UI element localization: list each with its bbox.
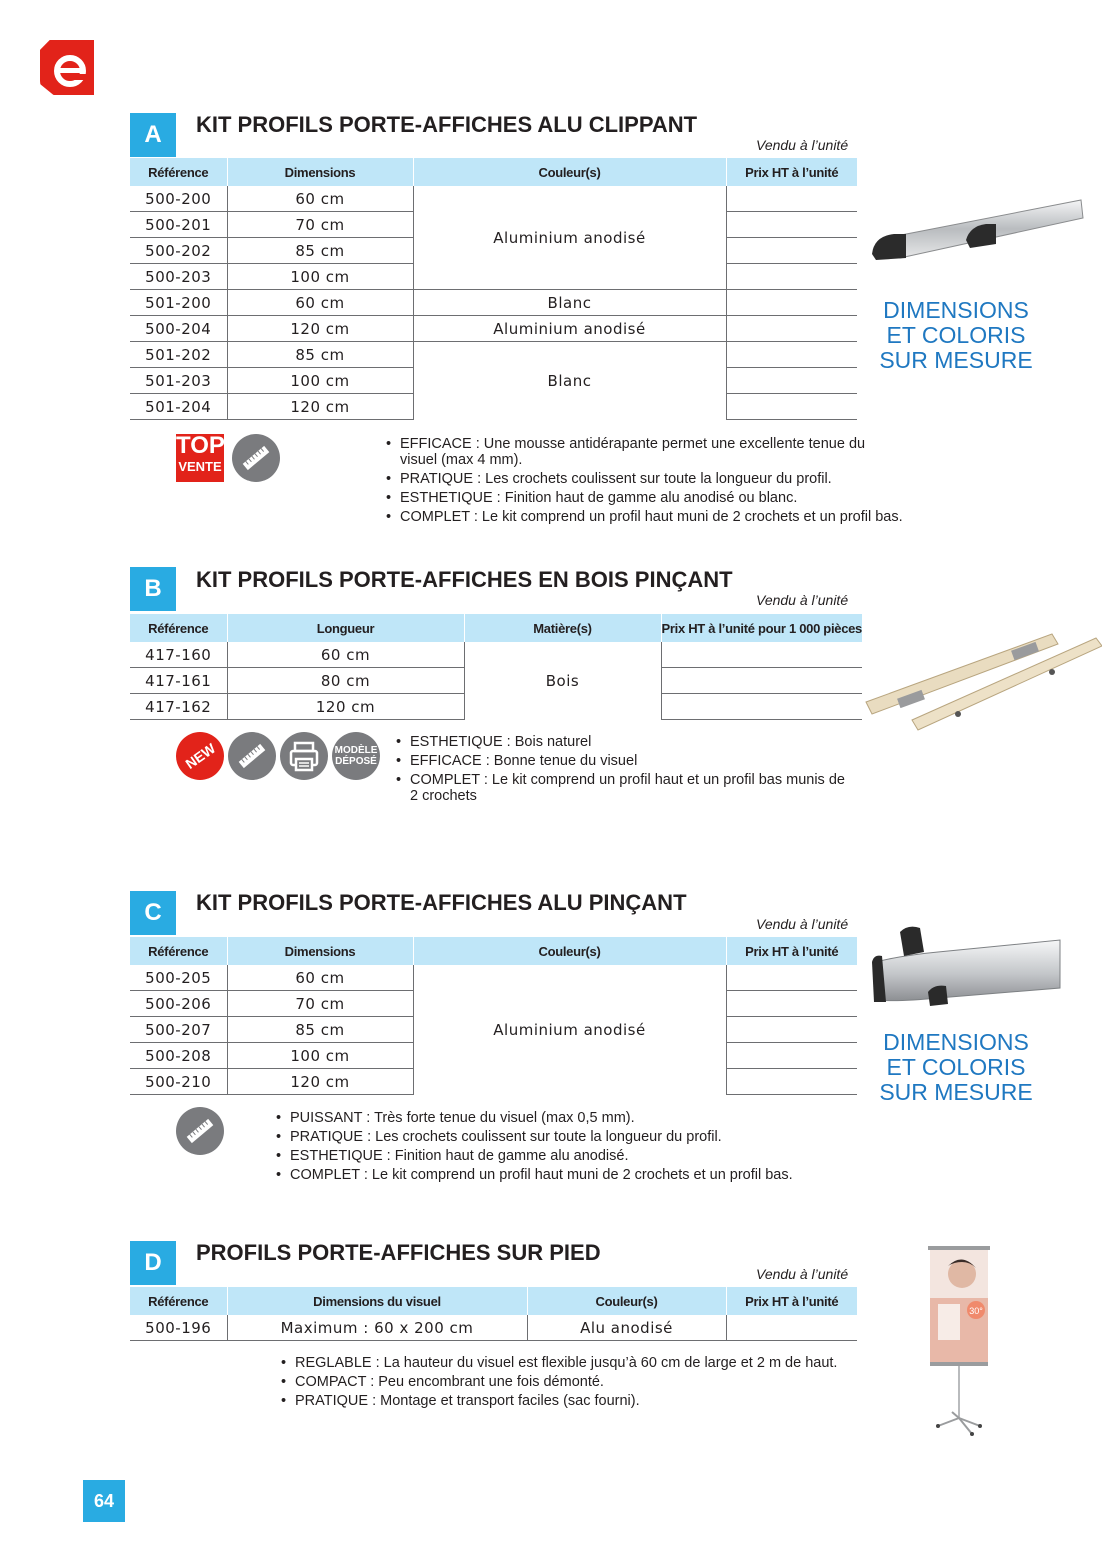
ref-cell: 500-206 bbox=[130, 991, 227, 1017]
section-d-title: PROFILS PORTE-AFFICHES SUR PIED bbox=[196, 1240, 601, 1265]
price-cell bbox=[726, 342, 857, 368]
ruler-icon bbox=[176, 1107, 224, 1155]
section-b-table bbox=[130, 614, 862, 720]
price-cell bbox=[726, 212, 857, 238]
poster-stand-image bbox=[918, 1244, 998, 1440]
badge-depose-text: DÉPOSÉ bbox=[335, 756, 377, 767]
color-cell: Blanc bbox=[413, 342, 726, 420]
ref-cell: 501-204 bbox=[130, 394, 227, 420]
page-number: 64 bbox=[83, 1480, 125, 1522]
custom-note-line: ET COLORIS bbox=[886, 1054, 1026, 1080]
new-badge-text: NEW bbox=[182, 740, 218, 772]
feature-item: • EFFICACE : Bonne tenue du visuel bbox=[396, 753, 856, 769]
price-cell bbox=[661, 668, 862, 694]
ref-cell: 500-210 bbox=[130, 1069, 227, 1095]
dim-cell: 70 cm bbox=[227, 991, 413, 1017]
feature-item: • ESTHETIQUE : Bois naturel bbox=[396, 734, 856, 750]
badge-vente-text: VENTE bbox=[178, 459, 222, 474]
dim-cell: 70 cm bbox=[227, 212, 413, 238]
feature-item: • EFFICACE : Une mousse antidérapante permet une excellente tenue du visuel (max 4 mm). bbox=[386, 436, 870, 468]
price-cell bbox=[726, 991, 857, 1017]
dim-cell: 60 cm bbox=[227, 290, 413, 316]
dim-cell: 60 cm bbox=[227, 642, 464, 668]
badge-top-text: TOP bbox=[176, 432, 225, 459]
feature-item: • REGLABLE : La hauteur du visuel est flexible jusqu’à 60 cm de large et 2 m de haut. bbox=[281, 1355, 881, 1371]
table-row bbox=[130, 642, 862, 668]
section-d-table bbox=[130, 1287, 857, 1341]
feature-item: • COMPLET : Le kit comprend un profil haut muni de 2 crochets et un profil bas. bbox=[386, 509, 946, 525]
section-a-sold-unit: Vendu à l’unité bbox=[756, 137, 849, 153]
dim-cell: 100 cm bbox=[227, 1043, 413, 1069]
dim-cell: 80 cm bbox=[227, 668, 464, 694]
poster-discount-text: 30° bbox=[969, 1306, 983, 1316]
price-cell bbox=[726, 186, 857, 212]
ref-cell: 417-162 bbox=[130, 694, 227, 720]
ref-cell: 500-196 bbox=[130, 1315, 227, 1341]
section-a-title: KIT PROFILS PORTE-AFFICHES ALU CLIPPANT bbox=[196, 112, 698, 137]
custom-note-line: ET COLORIS bbox=[886, 322, 1026, 348]
section-a-table bbox=[130, 158, 857, 420]
section-c-sold-unit: Vendu à l’unité bbox=[756, 916, 849, 932]
price-cell bbox=[726, 238, 857, 264]
table-row bbox=[130, 186, 857, 212]
ref-cell: 500-201 bbox=[130, 212, 227, 238]
table-row bbox=[130, 965, 857, 991]
ref-cell: 501-203 bbox=[130, 368, 227, 394]
ref-cell: 500-204 bbox=[130, 316, 227, 342]
color-cell: Blanc bbox=[413, 290, 726, 316]
col-header-length: Longueur bbox=[227, 614, 464, 642]
price-cell bbox=[661, 642, 862, 668]
table-row bbox=[130, 316, 857, 342]
dim-cell: 60 cm bbox=[227, 965, 413, 991]
dim-cell: 100 cm bbox=[227, 368, 413, 394]
section-d-features bbox=[281, 1355, 881, 1412]
section-a-custom-note bbox=[876, 298, 1036, 373]
ref-cell: 501-200 bbox=[130, 290, 227, 316]
modele-depose-badge bbox=[332, 732, 380, 780]
feature-item: • PRATIQUE : Montage et transport faciles (sac fourni). bbox=[281, 1393, 881, 1409]
price-cell bbox=[726, 290, 857, 316]
col-header-reference: Référence bbox=[130, 1287, 227, 1315]
section-d-letter: D bbox=[130, 1241, 176, 1285]
section-b-title: KIT PROFILS PORTE-AFFICHES EN BOIS PINÇANT bbox=[196, 567, 733, 592]
section-b-sold-unit: Vendu à l’unité bbox=[756, 592, 849, 608]
col-header-reference: Référence bbox=[130, 614, 227, 642]
printer-icon bbox=[280, 732, 328, 780]
ref-cell: 500-203 bbox=[130, 264, 227, 290]
feature-item: • COMPLET : Le kit comprend un profil haut et un profil bas munis de 2 crochets bbox=[396, 772, 856, 804]
price-cell bbox=[726, 1315, 857, 1341]
dim-cell: 100 cm bbox=[227, 264, 413, 290]
top-vente-badge bbox=[176, 434, 224, 482]
dim-cell: Maximum : 60 x 200 cm bbox=[227, 1315, 527, 1341]
feature-item: • COMPACT : Peu encombrant une fois démonté. bbox=[281, 1374, 881, 1390]
section-c-features bbox=[276, 1110, 856, 1186]
feature-item: • PRATIQUE : Les crochets coulissent sur toute la longueur du profil. bbox=[276, 1129, 856, 1145]
dim-cell: 85 cm bbox=[227, 1017, 413, 1043]
clip-profile-image bbox=[866, 196, 1086, 266]
col-header-price: Prix HT à l’unité bbox=[726, 158, 857, 186]
price-cell bbox=[726, 368, 857, 394]
ref-cell: 500-205 bbox=[145, 968, 212, 987]
dim-cell: 85 cm bbox=[227, 238, 413, 264]
col-header-price: Prix HT à l’unité bbox=[726, 1287, 857, 1315]
section-c-custom-note bbox=[876, 1030, 1036, 1105]
ref-cell: 500-208 bbox=[130, 1043, 227, 1069]
col-header-colors: Couleur(s) bbox=[413, 158, 726, 186]
color-cell: Aluminium anodisé bbox=[413, 316, 726, 342]
col-header-colors: Couleur(s) bbox=[413, 937, 726, 965]
ref-cell: 417-160 bbox=[145, 645, 212, 664]
feature-item: • COMPLET : Le kit comprend un profil haut muni de 2 crochets et un profil bas. bbox=[276, 1167, 856, 1183]
wood-profile-image bbox=[862, 624, 1102, 734]
section-c-table bbox=[130, 937, 857, 1095]
dim-cell: 120 cm bbox=[227, 394, 413, 420]
price-cell bbox=[726, 965, 857, 991]
col-header-price: Prix HT à l’unité pour 1 000 pièces bbox=[661, 614, 862, 642]
section-b-letter: B bbox=[130, 567, 176, 611]
col-header-material: Matière(s) bbox=[464, 614, 661, 642]
price-cell bbox=[661, 694, 862, 720]
price-cell bbox=[726, 1069, 857, 1095]
dim-cell: 60 cm bbox=[227, 186, 413, 212]
ref-cell: 500-200 bbox=[145, 189, 212, 208]
feature-item: • PUISSANT : Très forte tenue du visuel (max 0,5 mm). bbox=[276, 1110, 856, 1126]
table-row bbox=[130, 342, 857, 368]
color-cell: Aluminium anodisé bbox=[413, 965, 726, 1095]
feature-item: • PRATIQUE : Les crochets coulissent sur toute la longueur du profil. bbox=[386, 471, 946, 487]
price-cell bbox=[726, 264, 857, 290]
dim-cell: 120 cm bbox=[227, 316, 413, 342]
custom-note-line: SUR MESURE bbox=[879, 1079, 1033, 1105]
custom-note-line: DIMENSIONS bbox=[883, 297, 1029, 323]
ref-cell: 417-161 bbox=[130, 668, 227, 694]
price-cell bbox=[726, 394, 857, 420]
col-header-dimensions: Dimensions bbox=[227, 937, 413, 965]
price-cell bbox=[726, 1017, 857, 1043]
color-cell: Alu anodisé bbox=[527, 1315, 726, 1341]
dim-cell: 85 cm bbox=[227, 342, 413, 368]
section-c-letter: C bbox=[130, 891, 176, 935]
brand-logo bbox=[40, 40, 94, 95]
table-row bbox=[130, 290, 857, 316]
price-cell bbox=[726, 316, 857, 342]
col-header-colors: Couleur(s) bbox=[527, 1287, 726, 1315]
dim-cell: 120 cm bbox=[227, 694, 464, 720]
badge-modele-text: MODÈLE bbox=[334, 745, 378, 756]
section-b-features bbox=[396, 734, 856, 807]
section-c-title: KIT PROFILS PORTE-AFFICHES ALU PINÇANT bbox=[196, 890, 687, 915]
material-cell: Bois bbox=[464, 642, 661, 720]
col-header-dimensions: Dimensions bbox=[227, 158, 413, 186]
ruler-icon bbox=[228, 732, 276, 780]
ref-cell: 500-207 bbox=[130, 1017, 227, 1043]
col-header-reference: Référence bbox=[130, 158, 227, 186]
ruler-icon bbox=[232, 434, 280, 482]
section-a-letter: A bbox=[130, 113, 176, 157]
ref-cell: 501-202 bbox=[130, 342, 227, 368]
new-badge bbox=[176, 732, 224, 780]
price-cell bbox=[726, 1043, 857, 1069]
color-cell: Aluminium anodisé bbox=[413, 186, 726, 290]
col-header-reference: Référence bbox=[130, 937, 227, 965]
section-d-sold-unit: Vendu à l’unité bbox=[756, 1266, 849, 1282]
col-header-price: Prix HT à l’unité bbox=[726, 937, 857, 965]
custom-note-line: SUR MESURE bbox=[879, 347, 1033, 373]
feature-item: • ESTHETIQUE : Finition haut de gamme alu anodisé. bbox=[276, 1148, 856, 1164]
col-header-visual-dimensions: Dimensions du visuel bbox=[227, 1287, 527, 1315]
table-row bbox=[130, 1315, 857, 1341]
dim-cell: 120 cm bbox=[227, 1069, 413, 1095]
section-a-features bbox=[386, 436, 946, 528]
custom-note-line: DIMENSIONS bbox=[883, 1029, 1029, 1055]
feature-item: • ESTHETIQUE : Finition haut de gamme alu anodisé ou blanc. bbox=[386, 490, 946, 506]
pinch-profile-image bbox=[868, 922, 1064, 1008]
ref-cell: 500-202 bbox=[130, 238, 227, 264]
